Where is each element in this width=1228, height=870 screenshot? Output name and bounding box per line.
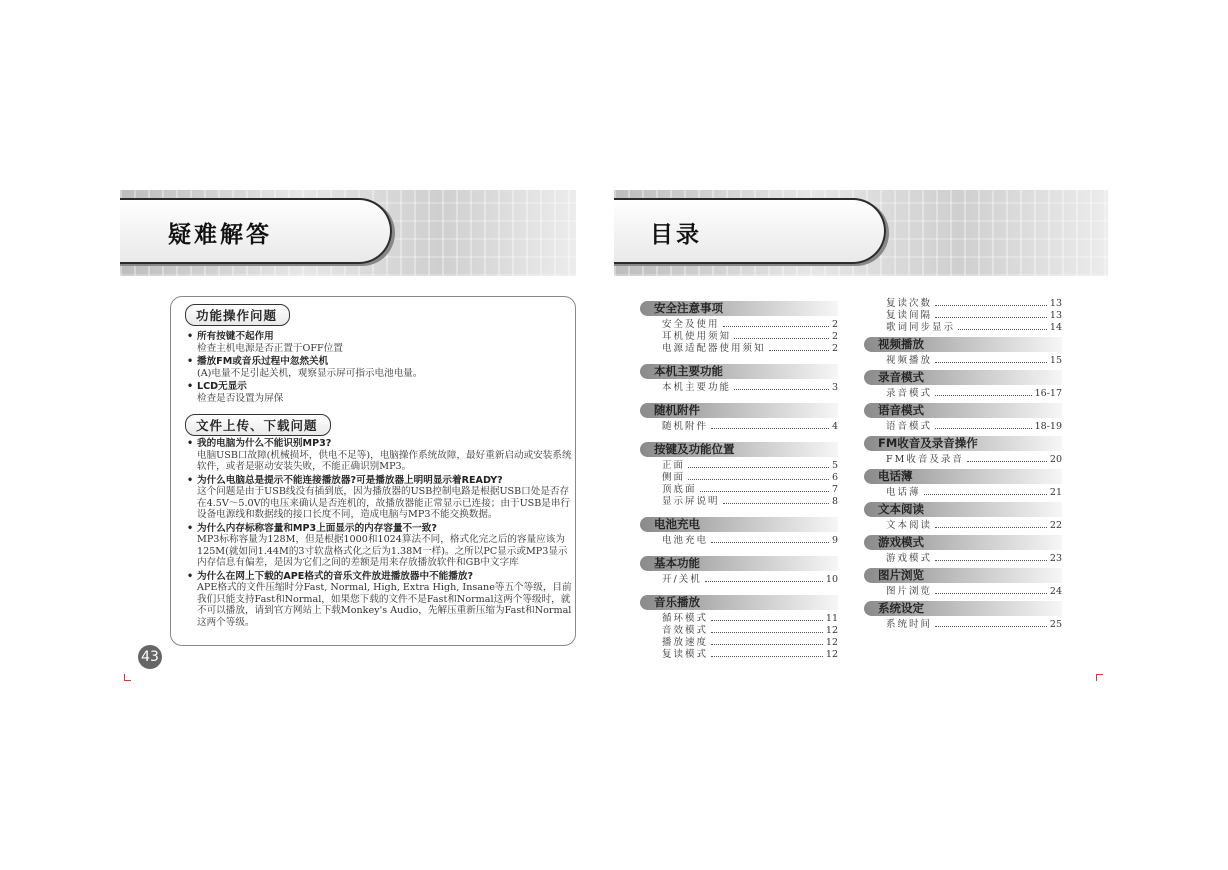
faq-question: • LCD无显示: [185, 381, 573, 393]
toc-spacer: [640, 547, 838, 553]
toc-page-number: 23: [1049, 553, 1062, 564]
faq-item: [185, 331, 573, 354]
toc-entry-label: 音效模式: [662, 625, 709, 636]
toc-entry-label: 复读次数: [886, 298, 933, 309]
section-title: 文件上传、下载问题: [185, 414, 331, 436]
toc-entry: [864, 586, 1062, 598]
toc-entry-label: 歌词同步显示: [886, 322, 956, 333]
faq-item: [185, 381, 573, 404]
toc-page-number: 22: [1049, 520, 1062, 531]
toc-category-heading: 随机附件: [640, 403, 838, 418]
toc-entry-label: 顶底面: [662, 484, 697, 495]
faq-question: • 为什么电脑总是提示不能连接播放器?可是播放器上明明显示着READY?: [185, 475, 573, 487]
faq-answer: 电脑USB口故障(机械损坏，供电不足等)，电脑操作系统故障，最好重新启动或安装系统软件，或者是驱动安装失败，不能正确识别MP3。: [197, 449, 572, 472]
faq-question: • 为什么在网上下载的APE格式的音乐文件放进播放器中不能播放?: [185, 571, 573, 583]
faq-panel: [170, 296, 576, 646]
right-header-banner: [614, 190, 1108, 276]
toc-leader-dots: [711, 656, 823, 657]
toc-spacer: [640, 394, 838, 400]
toc-entry-label: 耳机使用须知: [662, 331, 732, 342]
toc-leader-dots: [967, 461, 1047, 462]
toc-page-number: 16-17: [1034, 388, 1062, 399]
toc-leader-dots: [769, 350, 829, 351]
faq-question: • 为什么内存标称容量和MP3上面显示的内存容量不一致?: [185, 523, 573, 535]
toc-entry-label: 电话薄: [886, 487, 921, 498]
toc-entry: [640, 574, 838, 586]
toc-spacer: [640, 433, 838, 439]
toc-category-heading: 语音模式: [864, 403, 1062, 418]
toc-spacer: [640, 661, 838, 667]
toc-entry-label: 语音模式: [886, 421, 933, 432]
toc-leader-dots: [924, 494, 1047, 495]
toc-leader-dots: [711, 428, 829, 429]
faq-list-transfer: [185, 438, 573, 630]
toc-entry: [640, 484, 838, 496]
crop-mark-bottom-left: [124, 674, 131, 681]
toc-category-heading: 基本功能: [640, 556, 838, 571]
toc-leader-dots: [935, 317, 1047, 318]
toc-leader-dots: [723, 326, 829, 327]
toc-category-heading: 电话薄: [864, 469, 1062, 484]
toc-entry: [864, 520, 1062, 532]
toc-page-number: 2: [831, 343, 838, 354]
page-number-badge: 43: [138, 645, 162, 669]
toc-category-heading: 图片浏览: [864, 568, 1062, 583]
toc-entry: [640, 472, 838, 484]
toc-page-number: 21: [1049, 487, 1062, 498]
toc-entry: [864, 355, 1062, 367]
faq-answer: MP3标称容量为128M，但是根据1000和1024算法不同，格式化完之后的容量应该为125M(就如同1.44M的3寸软盘格式化之后为1.38M一样)。之所以PC显示或MP3显示内存信息有偏差，是因为它们之间的差额是用来存放播放软件和GB中文字库: [197, 534, 568, 568]
toc-spacer: [640, 355, 838, 361]
toc-page-number: 14: [1049, 322, 1062, 333]
toc-entry: [640, 460, 838, 472]
toc-leader-dots: [711, 644, 823, 645]
faq-answer: 检查是否设置为屏保: [197, 392, 284, 404]
right-page-title: 目录: [650, 222, 702, 248]
toc-entry-label: 视频播放: [886, 355, 933, 366]
toc-page-number: 13: [1049, 298, 1062, 309]
toc-page-number: 6: [831, 472, 838, 483]
toc-column-left: [640, 298, 838, 667]
toc-entry-label: 电源适配器使用须知: [662, 343, 766, 354]
faq-item: [185, 438, 573, 473]
toc-entry: [640, 496, 838, 508]
toc-category-heading: 视频播放: [864, 337, 1062, 352]
faq-answer: 检查主机电源是否正置于OFF位置: [197, 342, 343, 354]
faq-question: • 播放FM或音乐过程中忽然关机: [185, 356, 573, 368]
toc-page-number: 18-19: [1034, 421, 1062, 432]
toc-entry-label: 文本阅读: [886, 520, 933, 531]
toc-entry-label: 安全及使用: [662, 319, 720, 330]
toc-page-number: 12: [825, 649, 838, 660]
faq-answer: (A)电量不足引起关机，观察显示屏可指示电池电量。: [197, 367, 423, 379]
toc-entry-label: 播放速度: [662, 637, 709, 648]
toc-entry-label: 侧面: [662, 472, 686, 483]
toc-category-heading: 游戏模式: [864, 535, 1062, 550]
toc-leader-dots: [958, 329, 1047, 330]
toc-leader-dots: [935, 593, 1047, 594]
toc-entry-label: 循环模式: [662, 613, 709, 624]
faq-answer: APE格式的文件压缩时分Fast, Normal, High, Extra High, Insane等五个等级，目前我们只能支持Fast和Normal，如果您下载的文件不是Fast和Normal这两个等级时，就不可以播放，请到官方网站上下载Monkey's Audio，先解压重新压缩为Fast和Normal这两个等级。: [197, 582, 572, 628]
toc-entry-label: 游戏模式: [886, 553, 933, 564]
faq-question: • 所有按键不起作用: [185, 331, 573, 343]
toc-entry: [864, 298, 1062, 310]
toc-entry: [640, 535, 838, 547]
toc-entry: [640, 382, 838, 394]
faq-item: [185, 523, 573, 569]
toc-entry: [864, 421, 1062, 433]
left-header-banner: [120, 190, 576, 276]
toc-page-number: 7: [831, 484, 838, 495]
toc-page-number: 20: [1049, 454, 1062, 465]
toc-page-number: 13: [1049, 310, 1062, 321]
toc-leader-dots: [734, 389, 829, 390]
toc-leader-dots: [935, 527, 1047, 528]
toc-entry-label: 图片浏览: [886, 586, 933, 597]
toc-leader-dots: [711, 542, 829, 543]
toc-leader-dots: [711, 632, 823, 633]
left-page-title: 疑难解答: [168, 222, 272, 248]
toc-category-heading: FM收音及录音操作: [864, 436, 1062, 451]
toc-page-number: 9: [831, 535, 838, 546]
toc-page-number: 4: [831, 421, 838, 432]
toc-entry-label: 系统时间: [886, 619, 933, 630]
toc-entry-label: 显示屏说明: [662, 496, 720, 507]
faq-item: [185, 571, 573, 629]
toc-spacer: [640, 586, 838, 592]
faq-question: • 我的电脑为什么不能识别MP3?: [185, 438, 573, 450]
faq-item: [185, 356, 573, 379]
toc-page-number: 15: [1049, 355, 1062, 366]
toc-leader-dots: [935, 305, 1047, 306]
toc-entry-label: 电池充电: [662, 535, 709, 546]
toc-page-number: 12: [825, 625, 838, 636]
toc-entry: [864, 322, 1062, 334]
toc-leader-dots: [700, 491, 829, 492]
toc-leader-dots: [935, 428, 1032, 429]
toc-entry: [864, 388, 1062, 400]
toc-leader-dots: [723, 503, 829, 504]
toc-entry: [640, 637, 838, 649]
toc-leader-dots: [734, 338, 829, 339]
toc-entry-label: 正面: [662, 460, 686, 471]
toc-entry: [640, 319, 838, 331]
faq-item: [185, 475, 573, 521]
toc-page-number: 8: [831, 496, 838, 507]
toc-category-heading: 电池充电: [640, 517, 838, 532]
toc-category-heading: 文本阅读: [864, 502, 1062, 517]
toc-entry-label: 随机附件: [662, 421, 709, 432]
toc-entry-label: 复读模式: [662, 649, 709, 660]
toc-category-heading: 按键及功能位置: [640, 442, 838, 457]
toc-leader-dots: [711, 620, 823, 621]
toc-entry: [640, 613, 838, 625]
toc-entry-label: 开/关机: [662, 574, 702, 585]
toc-entry-label: 本机主要功能: [662, 382, 732, 393]
toc-category-heading: 本机主要功能: [640, 364, 838, 379]
toc-page-number: 2: [831, 331, 838, 342]
toc-page-number: 2: [831, 319, 838, 330]
toc-page-number: 11: [825, 613, 838, 624]
toc-page-number: 12: [825, 637, 838, 648]
toc-page-number: 25: [1049, 619, 1062, 630]
toc-page-number: 24: [1049, 586, 1062, 597]
toc-category-heading: 音乐播放: [640, 595, 838, 610]
toc-category-heading: 系统设定: [864, 601, 1062, 616]
toc-leader-dots: [935, 560, 1047, 561]
toc-leader-dots: [935, 362, 1047, 363]
toc-entry: [864, 454, 1062, 466]
toc-entry: [640, 625, 838, 637]
toc-page-number: 5: [831, 460, 838, 471]
toc-page-number: 10: [825, 574, 838, 585]
faq-answer: 这个问题是由于USB线没有插到底，因为播放器的USB控制电路是根据USB口处是否存在4.5V～5.0V的电压来确认是否连机的，故播放器能正常显示已连接；由于USB是串行设备电源线和数据线的接口长度不同，造成电脑与MP3不能交换数据。: [197, 486, 571, 520]
toc-category-heading: 录音模式: [864, 370, 1062, 385]
toc-entry: [640, 649, 838, 661]
toc-entry: [864, 619, 1062, 631]
toc-entry: [864, 553, 1062, 565]
toc-leader-dots: [935, 626, 1047, 627]
toc-leader-dots: [688, 467, 829, 468]
faq-section-transfer: [185, 414, 331, 436]
crop-mark-bottom-right: [1096, 674, 1103, 681]
toc-entry-label: 录音模式: [886, 388, 933, 399]
toc-entry: [640, 331, 838, 343]
toc-entry-label: FM收音及录音: [886, 454, 964, 465]
toc-column-right: [864, 298, 1062, 631]
toc-spacer: [640, 508, 838, 514]
toc-entry: [864, 487, 1062, 499]
toc-entry-label: 复读间隔: [886, 310, 933, 321]
toc-leader-dots: [688, 479, 829, 480]
toc-entry: [640, 343, 838, 355]
faq-section-function: [185, 304, 290, 326]
toc-entry: [864, 310, 1062, 322]
toc-entry: [640, 421, 838, 433]
toc-leader-dots: [935, 395, 1032, 396]
toc-leader-dots: [705, 581, 823, 582]
toc-category-heading: 安全注意事项: [640, 301, 838, 316]
section-title: 功能操作问题: [185, 304, 290, 326]
toc-page-number: 3: [831, 382, 838, 393]
faq-list-function: [185, 331, 573, 406]
